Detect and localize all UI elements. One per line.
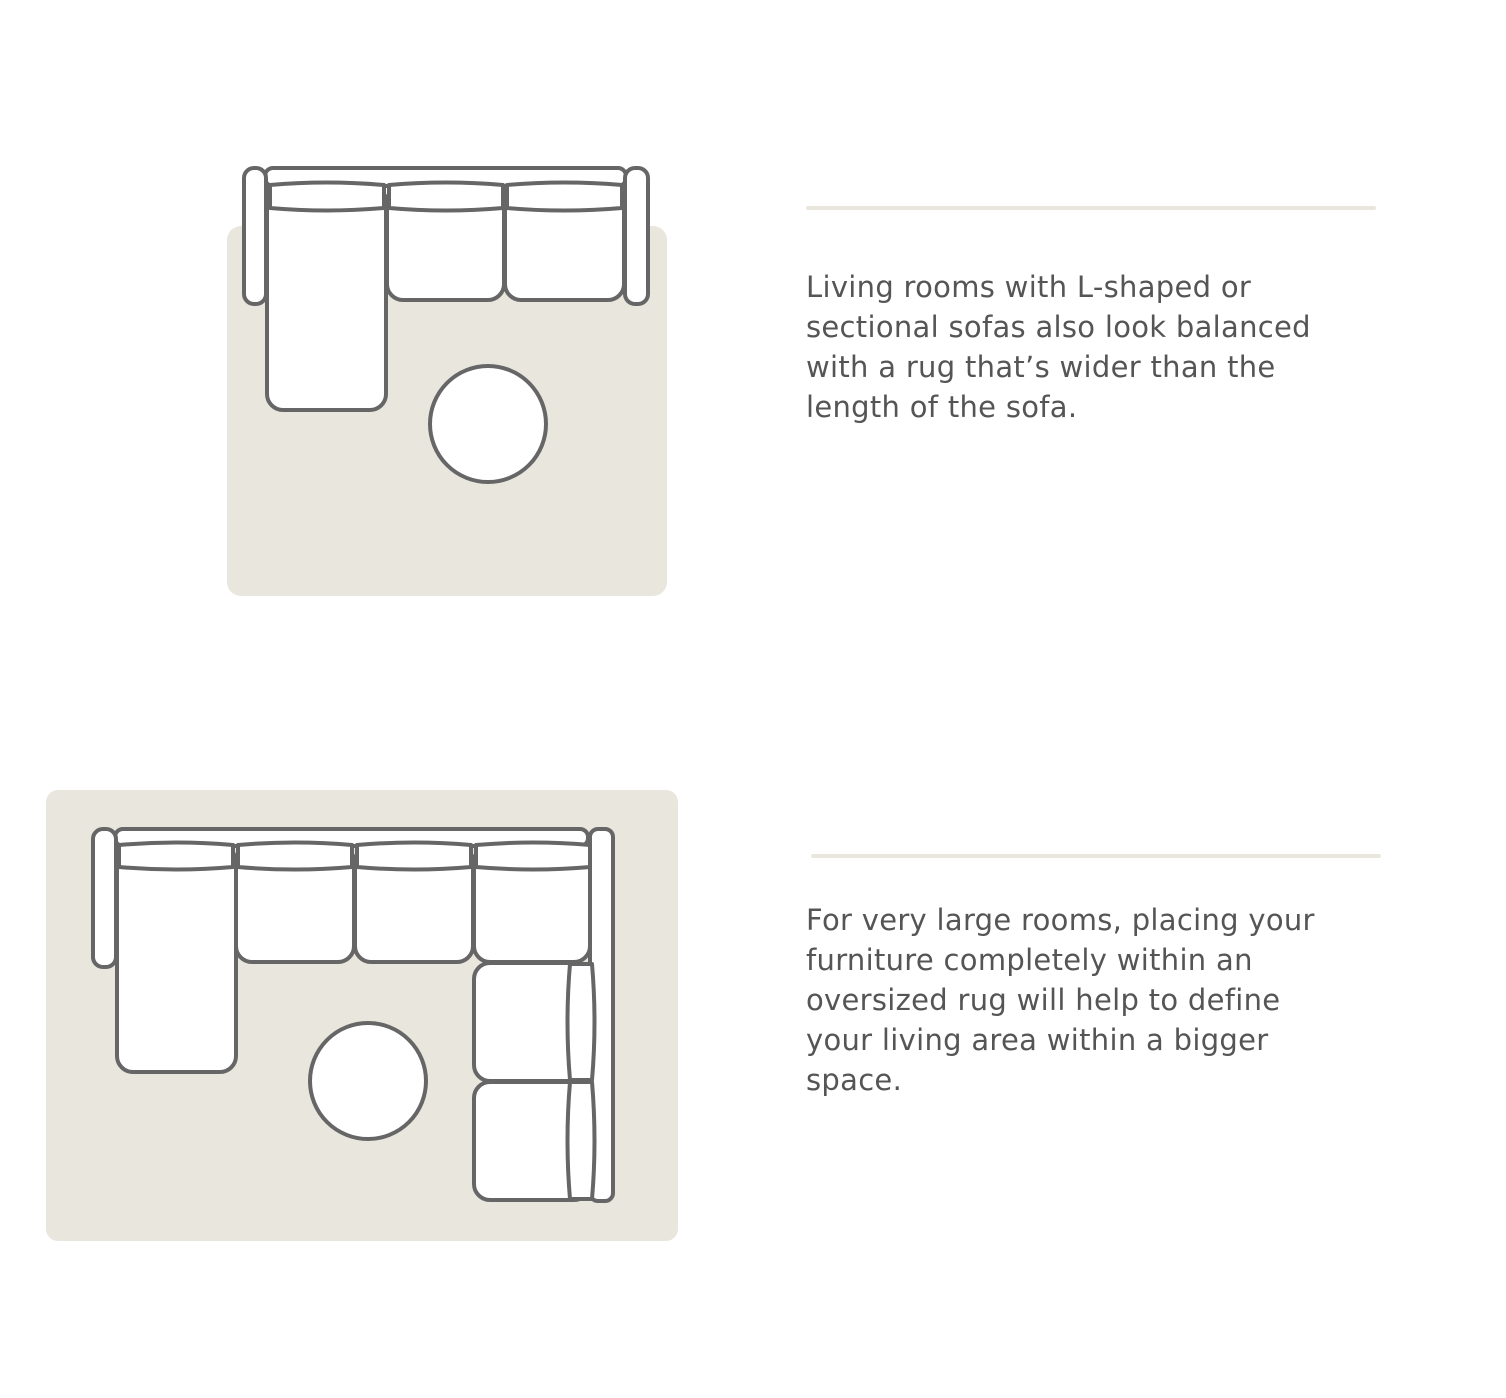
sectional-back-cushion-1	[119, 843, 233, 870]
sectional-back-cushion-4	[476, 843, 590, 870]
sectional-back-cushion-2	[238, 843, 352, 870]
sectional-back-cushion-side-1	[568, 964, 595, 1080]
sofa-back-cushion-left	[270, 183, 384, 211]
sectional-back-cushion-side-2	[568, 1082, 595, 1199]
sofa-back-cushion-middle	[389, 183, 503, 211]
sectional-chaise-seat	[117, 846, 236, 1072]
section-divider	[806, 206, 1376, 210]
tip-text-l-shaped: Living rooms with L-shaped or sectional sofas also look balanced with a rug that’s wider than the length of the sofa.	[806, 270, 1311, 424]
sofa-arm-right	[625, 168, 648, 304]
illustration-large-sectional	[46, 790, 678, 1241]
sectional-arm-left	[93, 829, 116, 967]
coffee-table-large	[310, 1023, 426, 1139]
sectional-back-cushion-3	[357, 843, 471, 870]
illustration-l-shaped-sofa	[227, 168, 667, 596]
coffee-table-small	[430, 366, 546, 482]
sofa-back-cushion-right	[507, 183, 622, 211]
sofa-chaise-seat	[267, 186, 386, 410]
tip-text-large-room: For very large rooms, placing your furniture completely within an oversized rug will help to define your living area within a bigger space.	[806, 903, 1315, 1097]
sofa-arm-left	[244, 168, 266, 304]
section-divider	[811, 854, 1381, 858]
